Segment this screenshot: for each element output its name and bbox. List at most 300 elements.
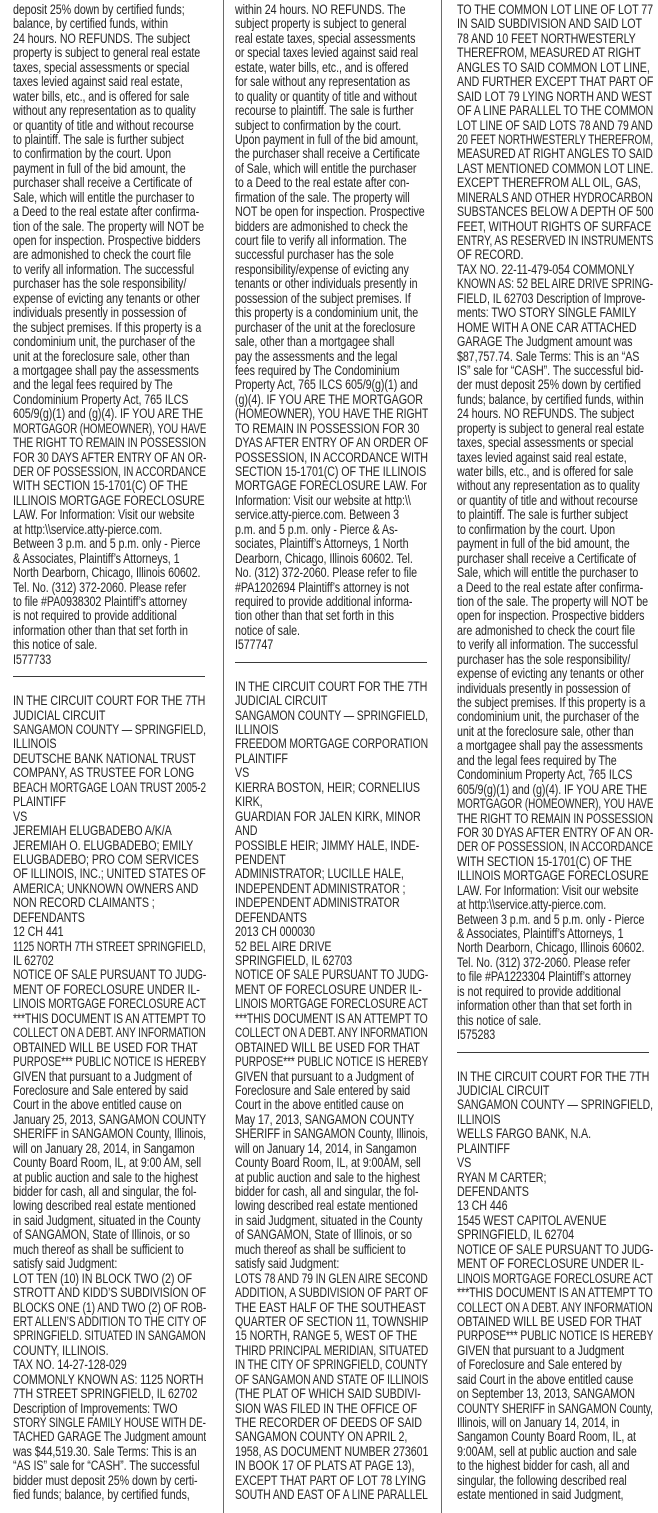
notice-text-line: I577747	[235, 637, 274, 653]
notice-text-line: court file to verify all information. The	[235, 233, 407, 248]
notice-text-line: bidder must deposit 25% down by certi-	[13, 1472, 198, 1488]
notice-text-line: to file #PA0938302 Plaintiff’s attorney	[13, 593, 187, 609]
notice-text-line: JEREMIAH O. ELUGBADEBO; EMILY	[13, 837, 194, 853]
notice-text-line: satisfy said Judgment:	[13, 1256, 118, 1272]
notice-text-line: PENDENT	[235, 851, 286, 867]
notice-text-line: balance, by certified funds, within	[13, 16, 169, 32]
notice-text-line: (g)(4). IF YOU ARE THE MORTGAGOR	[235, 391, 423, 407]
notice-text-line: COLLECT ON A DEBT. ANY INFORMATION	[235, 1025, 428, 1041]
notice-text-line: ILLINOIS MORTGAGE FORECLOSURE	[457, 868, 649, 884]
notice-text-line: FREEDOM MORTGAGE CORPORATION	[235, 736, 428, 752]
notice-text-line: ***THIS DOCUMENT IS AN ATTEMPT TO	[13, 1010, 206, 1026]
notice-text-line: DER OF POSSESSION, IN ACCORDANCE	[13, 464, 206, 479]
notice-text-line: on September 13, 2013, SANGAMON	[457, 1386, 635, 1402]
notice-text-line: are admonished to check the court file	[457, 622, 635, 638]
notice-text-line: said Court in the above entitled cause	[457, 1371, 634, 1387]
notice-text-line: tion other than that set forth in this	[235, 608, 394, 624]
notice-text-line: at http:\\service.atty-pierce.com.	[457, 897, 607, 913]
notice-text-line: OF A LINE PARALLEL TO THE COMMON	[457, 103, 653, 119]
notice-text-line: 2013 CH 000030	[235, 924, 315, 940]
notice-text-line: I577733	[13, 651, 52, 667]
notice-text-line: or quantity of title and without recourse	[457, 492, 638, 508]
notice-text-line: a mortgagee shall pay the assessments	[13, 362, 199, 378]
column-1	[13, 3, 206, 1503]
notice-text-line: $87,757.74. Sale Terms: This is an “AS	[457, 348, 640, 364]
notice-text-line: SPRINGFIELD, IL 62703	[235, 953, 353, 968]
notice-text-line: INDEPENDENT ADMINISTRATOR ;	[235, 880, 406, 896]
notice-text-line: unit at the foreclosure sale, other than	[13, 348, 190, 364]
notice-text-line: PLAINTIFF	[235, 750, 288, 766]
notice-text-line: GIVEN that pursuant to a Judgment of	[235, 1068, 414, 1084]
notice-text-line: MENT OF FORECLOSURE UNDER IL-	[13, 981, 200, 997]
notice-text-line: tion of the sale. The property will NOT be	[457, 593, 648, 609]
notice-text-line: Condominium Property Act, 765 ILCS	[13, 391, 189, 407]
legal-notice	[235, 3, 428, 653]
notice-text-line: SOUTH AND EAST OF A LINE PARALLEL	[235, 1487, 428, 1503]
notice-text-line: WITH SECTION 15-1701(C) OF THE	[457, 853, 632, 869]
notice-text-line: ENTRY, AS RESERVED IN INSTRUMENTS	[457, 233, 653, 248]
notice-text-line: FEET, WITHOUT RIGHTS OF SURFACE	[457, 218, 652, 234]
notice-text-line: expense of evicting any tenants or other	[457, 666, 644, 682]
notice-text-line: NON RECORD CLAIMANTS ;	[13, 895, 155, 911]
notice-text-line: ILLINOIS	[235, 722, 279, 737]
notice-text-line: of Sale, which will entitle the purchaser	[235, 160, 417, 176]
notice-text-line: VS	[235, 765, 250, 781]
notice-text-line: Foreclosure and Sale entered by said	[13, 1082, 189, 1098]
notice-text-line: EXCEPT THEREFROM ALL OIL, GAS,	[457, 175, 641, 191]
notice-text-line: INDEPENDENT ADMINISTRATOR	[235, 895, 400, 911]
notice-text-line: to verify all information. The successful	[457, 637, 639, 653]
notice-text-line: IN THE CIRCUIT COURT FOR THE 7TH	[457, 1068, 650, 1084]
notice-text-line: MENT OF FORECLOSURE UNDER IL-	[235, 981, 422, 997]
notice-text-line: IL 62702	[13, 953, 54, 968]
notice-text-line: lowing described real estate mentioned	[13, 1198, 196, 1214]
notice-text-line: Description of Improvements: TWO	[13, 1400, 178, 1416]
notice-text-line: (HOMEOWNER), YOU HAVE THE RIGHT	[235, 406, 428, 422]
notice-text-line: recourse to plaintiff. The sale is further	[235, 103, 414, 119]
notice-text-line: Dearborn, Chicago, Illinois 60602. Tel.	[235, 550, 413, 566]
notice-text-line: FOR 30 DYAS AFTER ENTRY OF AN OR-	[457, 824, 653, 840]
notice-text-line: COMPANY, AS TRUSTEE FOR LONG	[13, 765, 195, 781]
notice-text-line: KIRK,	[235, 794, 263, 810]
notice-text-line: the subject premises. If this property is a	[13, 319, 202, 335]
notice-text-line: SANGAMON COUNTY — SPRINGFIELD,	[13, 722, 206, 737]
notice-text-line: COLLECT ON A DEBT. ANY INFORMATION	[457, 1299, 653, 1315]
notice-text-line: PURPOSE*** PUBLIC NOTICE IS HEREBY	[235, 1054, 428, 1070]
notice-text-line: COMMONLY KNOWN AS: 1125 NORTH	[13, 1371, 204, 1387]
notice-text-line: at public auction and sale to the highest	[235, 1169, 420, 1185]
notice-text-line: LINOIS MORTGAGE FORECLOSURE ACT	[457, 1270, 653, 1286]
notice-text-line: Property Act, 765 ILCS 605/9(g)(1) and	[235, 377, 418, 393]
notice-text-line: individuals presently in possession of	[457, 680, 631, 696]
notice-text-line: ILLINOIS	[13, 736, 57, 752]
notice-text-line: January 25, 2013, SANGAMON COUNTY	[13, 1111, 206, 1127]
notice-text-line: water bills, etc., and is offered for sale	[457, 464, 634, 479]
notice-text-line: No. (312) 372-2060. Please refer to file	[235, 565, 417, 581]
notice-text-line: DYAS AFTER ENTRY OF AN ORDER OF	[235, 435, 428, 451]
notice-text-line: subject property is subject to general	[235, 16, 407, 32]
notice-text-line: THIRD PRINCIPAL MERIDIAN, SITUATED	[235, 1342, 428, 1358]
notice-text-line: purchaser of the unit at the foreclosure	[235, 319, 416, 335]
notice-text-line: 9:00AM, sell at public auction and sale	[457, 1443, 637, 1459]
notice-text-line: NOTICE OF SALE PURSUANT TO JUDG-	[13, 967, 206, 983]
notice-text-line: SPRINGFIELD, IL 62704	[457, 1227, 575, 1243]
notice-text-line: Foreclosure and Sale entered by said	[235, 1082, 411, 1098]
notice-text-line: this notice of sale.	[457, 1012, 542, 1028]
notice-text-line: lowing described real estate mentioned	[235, 1198, 418, 1214]
notice-text-line: IN THE CITY OF SPRINGFIELD, COUNTY	[235, 1357, 428, 1373]
notice-text-line: or quantity of title and without recourse	[13, 117, 194, 133]
notice-text-line: possession of the subject premises. If	[235, 290, 411, 306]
notice-text-line: May 17, 2013, SANGAMON COUNTY	[235, 1111, 415, 1127]
notice-text-line: TAX NO. 22-11-479-054 COMMONLY	[457, 261, 635, 277]
notice-text-line: service.atty-pierce.com. Between 3	[235, 507, 399, 523]
notice-text-line: IN THE CIRCUIT COURT FOR THE 7TH	[13, 693, 206, 709]
notice-text-line: is not required to provide additional	[457, 983, 621, 999]
notice-text-line: a Deed to the real estate after confirma-	[457, 579, 644, 595]
notice-text-line: funds; balance, by certified funds, within	[457, 391, 644, 407]
notice-text-line: TO REMAIN IN POSSESSION FOR 30	[235, 420, 420, 436]
notice-separator-rule	[235, 662, 427, 663]
notice-text-line: AND	[235, 823, 258, 839]
notice-text-line: purchaser has the sole responsibility/	[13, 276, 187, 292]
notice-text-line: ***THIS DOCUMENT IS AN ATTEMPT TO	[235, 1010, 428, 1026]
notice-text-line: PURPOSE*** PUBLIC NOTICE IS HEREBY	[13, 1054, 206, 1070]
notice-text-line: this property is a condominium unit, the	[235, 305, 419, 321]
legal-notice	[13, 3, 206, 667]
notice-text-line: information other than that set forth in	[13, 622, 188, 638]
notice-text-line: Tel. No. (312) 372-2060. Please refer	[13, 579, 187, 595]
notice-text-line: DER OF POSSESSION, IN ACCORDANCE	[457, 839, 653, 855]
notice-text-line: JUDICIAL CIRCUIT	[457, 1082, 550, 1098]
notice-text-line: MINERALS AND OTHER HYDROCARBON	[457, 189, 653, 205]
notice-text-line: LINOIS MORTGAGE FORECLOSURE ACT	[13, 996, 206, 1012]
notice-text-line: COUNTY, ILLINOIS.	[13, 1342, 109, 1358]
notice-text-line: (THE PLAT OF WHICH SAID SUBDIVI-	[235, 1386, 421, 1402]
notice-text-line: SUBSTANCES BELOW A DEPTH OF 500	[457, 204, 653, 220]
notice-text-line: MORTGAGOR (HOMEOWNER), YOU HAVE	[457, 796, 653, 812]
notice-text-line: COUNTY SHERIFF in SANGAMON County,	[457, 1400, 653, 1416]
notice-text-line: RYAN M CARTER;	[457, 1169, 547, 1185]
notice-text-line: the purchaser shall receive a Certificate	[235, 146, 420, 162]
notice-text-line: ADDITION, A SUBDIVISION OF PART OF	[235, 1285, 428, 1301]
notice-text-line: 15 NORTH, RANGE 5, WEST OF THE	[235, 1328, 418, 1344]
column-3	[457, 3, 653, 1503]
notice-text-line: to confirmation by the court. Upon	[13, 146, 172, 162]
notice-text-line: TAX NO. 14-27-128-029	[13, 1357, 127, 1373]
notice-text-line: 24 hours. NO REFUNDS. The subject	[13, 30, 190, 46]
notice-text-line: of Foreclosure and Sale entered by	[457, 1357, 622, 1373]
notice-text-line: real estate taxes, special assessments	[235, 30, 416, 46]
column-divider	[223, 0, 224, 1513]
notice-text-line: TACHED GARAGE The Judgment amount	[13, 1429, 206, 1445]
notice-text-line: payment in full of the bid amount, the	[457, 536, 630, 552]
notice-text-line: PLAINTIFF	[457, 1140, 510, 1156]
notice-text-line: AMERICA; UNKNOWN OWNERS AND	[13, 880, 199, 896]
notice-text-line: p.m. and 5 p.m. only - Pierce & As-	[235, 521, 398, 537]
notice-text-line: #PA1202694 Plaintiff’s attorney is not	[235, 579, 410, 595]
legal-notice	[13, 694, 206, 1503]
notice-text-line: much thereof as shall be sufficient to	[235, 1241, 406, 1257]
notice-text-line: THE RIGHT TO REMAIN IN POSSESSION	[457, 810, 653, 826]
notice-separator-rule	[13, 676, 205, 677]
notice-text-line: THE EAST HALF OF THE SOUTHEAST	[235, 1299, 426, 1315]
notice-text-line: a Deed to the real estate after confirma-	[13, 204, 200, 220]
notice-text-line: Upon payment in full of the bid amount,	[235, 131, 419, 147]
notice-text-line: singular, the following described real	[457, 1472, 627, 1488]
notice-text-line: SHERIFF in SANGAMON County, Illinois,	[235, 1126, 428, 1142]
notice-text-line: taxes, special assessments or special	[457, 435, 634, 451]
notice-text-line: Information: Visit our website at http:\\	[235, 492, 411, 508]
notice-text-line: OF SANGAMON AND STATE OF ILLINOIS	[235, 1371, 428, 1387]
notice-text-line: DEFENDANTS	[235, 909, 307, 925]
notice-text-line: COLLECT ON A DEBT. ANY INFORMATION	[13, 1025, 206, 1041]
notice-text-line: firmation of the sale. The property will	[235, 189, 410, 205]
notice-text-line: ILLINOIS	[457, 1111, 501, 1127]
notice-text-line: DEUTSCHE BANK NATIONAL TRUST	[13, 750, 196, 766]
notice-text-line: Between 3 p.m. and 5 p.m. only - Pierce	[457, 911, 645, 927]
notice-text-line: Between 3 p.m. and 5 p.m. only - Pierce	[13, 536, 201, 552]
notice-text-line: QUARTER OF SECTION 11, TOWNSHIP	[235, 1313, 428, 1329]
notice-text-line: ERT ALLEN’S ADDITION TO THE CITY OF	[13, 1313, 206, 1329]
notice-text-line: SPRINGFIELD. SITUATED IN SANGAMON	[13, 1328, 206, 1344]
notice-text-line: MORTGAGOR (HOMEOWNER), YOU HAVE	[13, 420, 206, 436]
notice-text-line: LOT TEN (10) IN BLOCK TWO (2) OF	[13, 1270, 192, 1286]
notice-text-line: 605/9(g)(1) and (g)(4). IF YOU ARE THE	[13, 406, 204, 422]
notice-text-line: OBTAINED WILL BE USED FOR THAT	[457, 1313, 642, 1329]
notice-text-line: was $44,519.30. Sale Terms: This is an	[13, 1443, 197, 1459]
notice-text-line: in said Judgment, situated in the County	[13, 1212, 201, 1228]
legal-notice	[457, 1070, 653, 1503]
notice-text-line: will on January 14, 2014, in Sangamon	[235, 1140, 417, 1156]
notice-text-line: PURPOSE*** PUBLIC NOTICE IS HEREBY	[457, 1328, 653, 1344]
notice-text-line: ments: TWO STORY SINGLE FAMILY	[457, 305, 637, 321]
notice-text-line: purchaser shall receive a Certificate of	[13, 175, 192, 191]
notice-text-line: LAW. For Information: Visit our website	[457, 882, 639, 898]
notice-text-line: WELLS FARGO BANK, N.A.	[457, 1126, 591, 1142]
notice-text-line: to a Deed to the real estate after con-	[235, 175, 410, 191]
notice-text-line: without any representation as to quality	[457, 478, 640, 494]
notice-text-line: taxes levied against said real estate,	[457, 449, 627, 465]
notice-text-line: 78 AND 10 FEET NORTHWESTERLY	[457, 30, 636, 46]
notice-separator-rule	[457, 1052, 649, 1053]
notice-text-line: information other than that set forth in	[457, 998, 632, 1014]
notice-text-line: taxes levied against said real estate,	[13, 74, 183, 90]
notice-text-line: much thereof as shall be sufficient to	[13, 1241, 184, 1257]
notice-text-line: STORY SINGLE FAMILY HOUSE WITH DE-	[13, 1415, 206, 1430]
notice-text-line: or special taxes levied against said real	[235, 45, 419, 61]
notice-text-line: I575283	[457, 1027, 496, 1043]
notice-text-line: pay the assessments and the legal	[235, 348, 398, 364]
notice-text-line: OBTAINED WILL BE USED FOR THAT	[235, 1039, 420, 1055]
notice-text-line: POSSESSION, IN ACCORDANCE WITH	[235, 449, 428, 465]
notice-text-line: 605/9(g)(1) and (g)(4). IF YOU ARE THE	[457, 781, 648, 797]
notice-text-line: will on January 28, 2014, in Sangamon	[13, 1140, 195, 1156]
notice-text-line: to plaintiff. The sale is further subject	[13, 131, 184, 147]
notice-text-line: at public auction and sale to the highest	[13, 1169, 198, 1185]
notice-text-line: TO THE COMMON LOT LINE OF LOT 77	[457, 3, 653, 17]
notice-text-line: THE RIGHT TO REMAIN IN POSSESSION	[13, 435, 206, 451]
notice-text-line: bidders are admonished to check the	[235, 218, 408, 234]
notice-text-line: KNOWN AS: 52 BEL AIRE DRIVE SPRING-	[457, 276, 653, 292]
notice-text-line: FIELD, IL 62703 Description of Improve-	[457, 290, 646, 306]
notice-text-line: 1545 WEST CAPITOL AVENUE	[457, 1212, 607, 1228]
notice-text-line: MORTGAGE FORECLOSURE LAW. For	[235, 478, 427, 494]
notice-text-line: individuals presently in possession of	[13, 305, 187, 321]
notice-text-line: JUDICIAL CIRCUIT	[13, 707, 106, 723]
notice-text-line: tion of the sale. The property will NOT be	[13, 218, 204, 234]
notice-text-line: & Associates, Plaintiff’s Attorneys, 1	[457, 926, 624, 941]
notice-text-line: IS” sale for “CASH”. The successful bid-	[457, 362, 644, 378]
notice-text-line: ELUGBADEBO; PRO COM SERVICES	[13, 851, 199, 867]
notice-text-line: are admonished to check the court file	[13, 247, 191, 263]
notice-text-line: bidder for cash, all and singular, the fol-	[13, 1184, 197, 1199]
legal-notice	[457, 3, 653, 1043]
notice-text-line: sale, other than a mortgagee shall	[235, 334, 395, 350]
notice-text-line: OF RECORD.	[457, 247, 524, 263]
notice-text-line: taxes, special assessments or special	[13, 59, 190, 75]
notice-text-line: ANGLES TO SAID COMMON LOT LINE,	[457, 59, 650, 75]
notice-text-line: water bills, etc., and is offered for sale	[13, 88, 190, 104]
notice-text-line: open for inspection. Prospective bidders	[13, 233, 201, 248]
notice-text-line: SANGAMON COUNTY — SPRINGFIELD,	[235, 707, 428, 723]
notice-text-line: IN THE CIRCUIT COURT FOR THE 7TH	[235, 678, 428, 694]
notice-text-line: 12 CH 441	[13, 924, 64, 940]
notice-text-line: STROTT AND KIDD’S SUBDIVISION OF	[13, 1285, 206, 1301]
notice-text-line: & Associates, Plaintiff’s Attorneys, 1	[13, 550, 180, 566]
notice-text-line: to confirmation by the court. Upon	[457, 521, 616, 537]
notice-text-line: der must deposit 25% down by certified	[457, 377, 641, 393]
notice-text-line: North Dearborn, Chicago, Illinois 60602.	[13, 565, 201, 581]
notice-text-line: in said Judgment, situated in the County	[235, 1212, 423, 1228]
notice-text-line: POSSIBLE HEIR; JIMMY HALE, INDE-	[235, 837, 420, 853]
notice-text-line: BEACH MORTGAGE LOAN TRUST 2005-2	[13, 779, 206, 795]
notice-text-line: deposit 25% down by certified funds;	[13, 3, 185, 17]
notice-text-line: County Board Room, IL, at 9:00AM, sell	[235, 1155, 421, 1171]
notice-text-line: satisfy said Judgment:	[235, 1256, 340, 1272]
notice-text-line: purchaser shall receive a Certificate of	[457, 550, 636, 566]
notice-text-line: property is subject to general real estate	[13, 45, 201, 61]
notice-text-line: to verify all information. The successful	[13, 261, 195, 277]
notice-text-line: SANGAMON COUNTY ON APRIL 2,	[235, 1429, 408, 1445]
notice-text-line: 1125 NORTH 7TH STREET SPRINGFIELD,	[13, 938, 206, 954]
notice-text-line: without any representation as to quality	[13, 103, 196, 119]
notice-text-line: required to provide additional informa-	[235, 593, 413, 609]
notice-text-line: to plaintiff. The sale is further subject	[457, 507, 628, 523]
notice-text-line: County Board Room, IL, at 9:00 AM, sell	[13, 1155, 202, 1171]
notice-text-line: estate mentioned in said Judgment,	[457, 1487, 624, 1503]
notice-text-line: LAST MENTIONED COMMON LOT LINE.	[457, 160, 653, 176]
notice-text-line: Illinois, will on January 14, 2014, in	[457, 1415, 620, 1430]
notice-text-line: NOTICE OF SALE PURSUANT TO JUDG-	[235, 967, 428, 983]
notice-text-line: OBTAINED WILL BE USED FOR THAT	[13, 1039, 198, 1055]
notice-text-line: ILLINOIS MORTGAGE FORECLOSURE	[13, 492, 205, 508]
notice-text-line: estate, water bills, etc., and is offered	[235, 59, 409, 75]
notice-text-line: IN SAID SUBDIVISION AND SAID LOT	[457, 16, 642, 32]
notice-text-line: ***THIS DOCUMENT IS AN ATTEMPT TO	[457, 1285, 653, 1301]
notice-text-line: NOTICE OF SALE PURSUANT TO JUDG-	[457, 1241, 653, 1257]
notice-text-line: fied funds; balance, by certified funds,	[13, 1487, 190, 1503]
notice-text-line: 20 FEET NORTHWESTERLY THEREFROM,	[457, 131, 653, 147]
notice-text-line: 24 hours. NO REFUNDS. The subject	[457, 406, 634, 422]
notice-text-line: the subject premises. If this property is a	[457, 695, 646, 710]
notice-text-line: Condominium Property Act, 765 ILCS	[457, 767, 633, 783]
notice-text-line: of SANGAMON, State of Illinois, or so	[13, 1227, 190, 1243]
notice-text-line: fees required by The Condominium	[235, 362, 400, 378]
notice-text-line: NOT be open for inspection. Prospective	[235, 204, 425, 220]
notice-text-line: 13 CH 446	[457, 1198, 508, 1214]
notice-text-line: GIVEN that pursuant to a Judgment of	[13, 1068, 192, 1084]
notice-text-line: LOTS 78 AND 79 IN GLEN AIRE SECOND	[235, 1270, 428, 1286]
notice-text-line: PLAINTIFF	[13, 794, 66, 810]
column-2	[235, 3, 428, 1503]
notice-text-line: FOR 30 DAYS AFTER ENTRY OF AN OR-	[13, 449, 206, 465]
notice-text-line: and the legal fees required by The	[457, 752, 617, 768]
notice-text-line: expense of evicting any tenants or other	[13, 290, 200, 306]
notice-text-line: subject to confirmation by the court.	[235, 117, 402, 133]
notice-text-line: MEASURED AT RIGHT ANGLES TO SAID	[457, 146, 653, 162]
notice-text-line: 1958, AS DOCUMENT NUMBER 273601	[235, 1443, 428, 1459]
notice-text-line: BLOCKS ONE (1) AND TWO (2) OF ROB-	[13, 1299, 206, 1315]
notice-text-line: payment in full of the bid amount, the	[13, 160, 186, 176]
notice-text-line: DEFENDANTS	[13, 909, 85, 925]
notice-text-line: MENT OF FORECLOSURE UNDER IL-	[457, 1256, 644, 1272]
notice-text-line: GARAGE The Judgment amount was	[457, 334, 633, 350]
notice-text-line: 7TH STREET SPRINGFIELD, IL 62702	[13, 1386, 198, 1402]
notice-text-line: Tel. No. (312) 372-2060. Please refer	[457, 954, 631, 970]
notice-text-line: DEFENDANTS	[457, 1184, 529, 1199]
notice-text-line: HOME WITH A ONE CAR ATTACHED	[457, 319, 637, 335]
notice-text-line: VS	[457, 1155, 472, 1171]
notice-text-line: Sangamon County Board Room, IL, at	[457, 1429, 636, 1445]
notice-text-line: LOT LINE OF SAID LOTS 78 AND 79 AND	[457, 117, 653, 133]
notice-text-line: of SANGAMON, State of Illinois, or so	[235, 1227, 412, 1243]
notice-text-line: sociates, Plaintiff’s Attorneys, 1 North	[235, 536, 409, 552]
notice-text-line: tenants or other individuals presently in	[235, 276, 418, 292]
notice-text-line: Sale, which will entitle the purchaser to	[13, 189, 195, 205]
notice-text-line: unit at the foreclosure sale, other than	[457, 723, 634, 739]
notice-text-line: GUARDIAN FOR JALEN KIRK, MINOR	[235, 808, 421, 824]
notice-text-line: and the legal fees required by The	[13, 377, 173, 393]
column-divider	[441, 0, 442, 1513]
notice-text-line: SANGAMON COUNTY — SPRINGFIELD,	[457, 1097, 653, 1113]
notice-text-line: LAW. For Information: Visit our website	[13, 507, 195, 523]
notice-text-line: SHERIFF in SANGAMON County, Illinois,	[13, 1126, 206, 1142]
notice-text-line: within 24 hours. NO REFUNDS. The	[235, 3, 406, 17]
notice-text-line: Court in the above entitled cause on	[13, 1097, 182, 1113]
notice-text-line: North Dearborn, Chicago, Illinois 60602.	[457, 940, 645, 956]
notice-text-line: purchaser has the sole responsibility/	[457, 651, 631, 667]
notice-text-line: Court in the above entitled cause on	[235, 1097, 404, 1113]
notice-text-line: VS	[13, 808, 28, 824]
legal-notice	[235, 680, 428, 1503]
notice-text-line: condominium unit, the purchaser of the	[457, 709, 640, 725]
notice-text-line: KIERRA BOSTON, HEIR; CORNELIUS	[235, 779, 420, 795]
notice-text-line: responsibility/expense of evicting any	[235, 261, 409, 277]
notice-text-line: to quality or quantity of title and without	[235, 88, 417, 104]
notice-text-line: to file #PA1223304 Plaintiff’s attorney	[457, 969, 631, 985]
notice-text-line: EXCEPT THAT PART OF LOT 78 LYING	[235, 1472, 426, 1488]
notice-text-line: WITH SECTION 15-1701(C) OF THE	[13, 478, 188, 494]
notice-text-line: this notice of sale.	[13, 637, 98, 653]
notice-text-line: condominium unit, the purchaser of the	[13, 334, 196, 350]
notice-text-line: IN BOOK 17 OF PLATS AT PAGE 13),	[235, 1458, 415, 1474]
notice-text-line: for sale without any representation as	[235, 74, 411, 90]
notice-text-line: 52 BEL AIRE DRIVE	[235, 938, 332, 954]
notice-text-line: JEREMIAH ELUGBADEBO A/K/A	[13, 823, 172, 839]
notice-text-line: Sale, which will entitle the purchaser to	[457, 565, 639, 581]
notice-text-line: notice of sale.	[235, 622, 300, 638]
